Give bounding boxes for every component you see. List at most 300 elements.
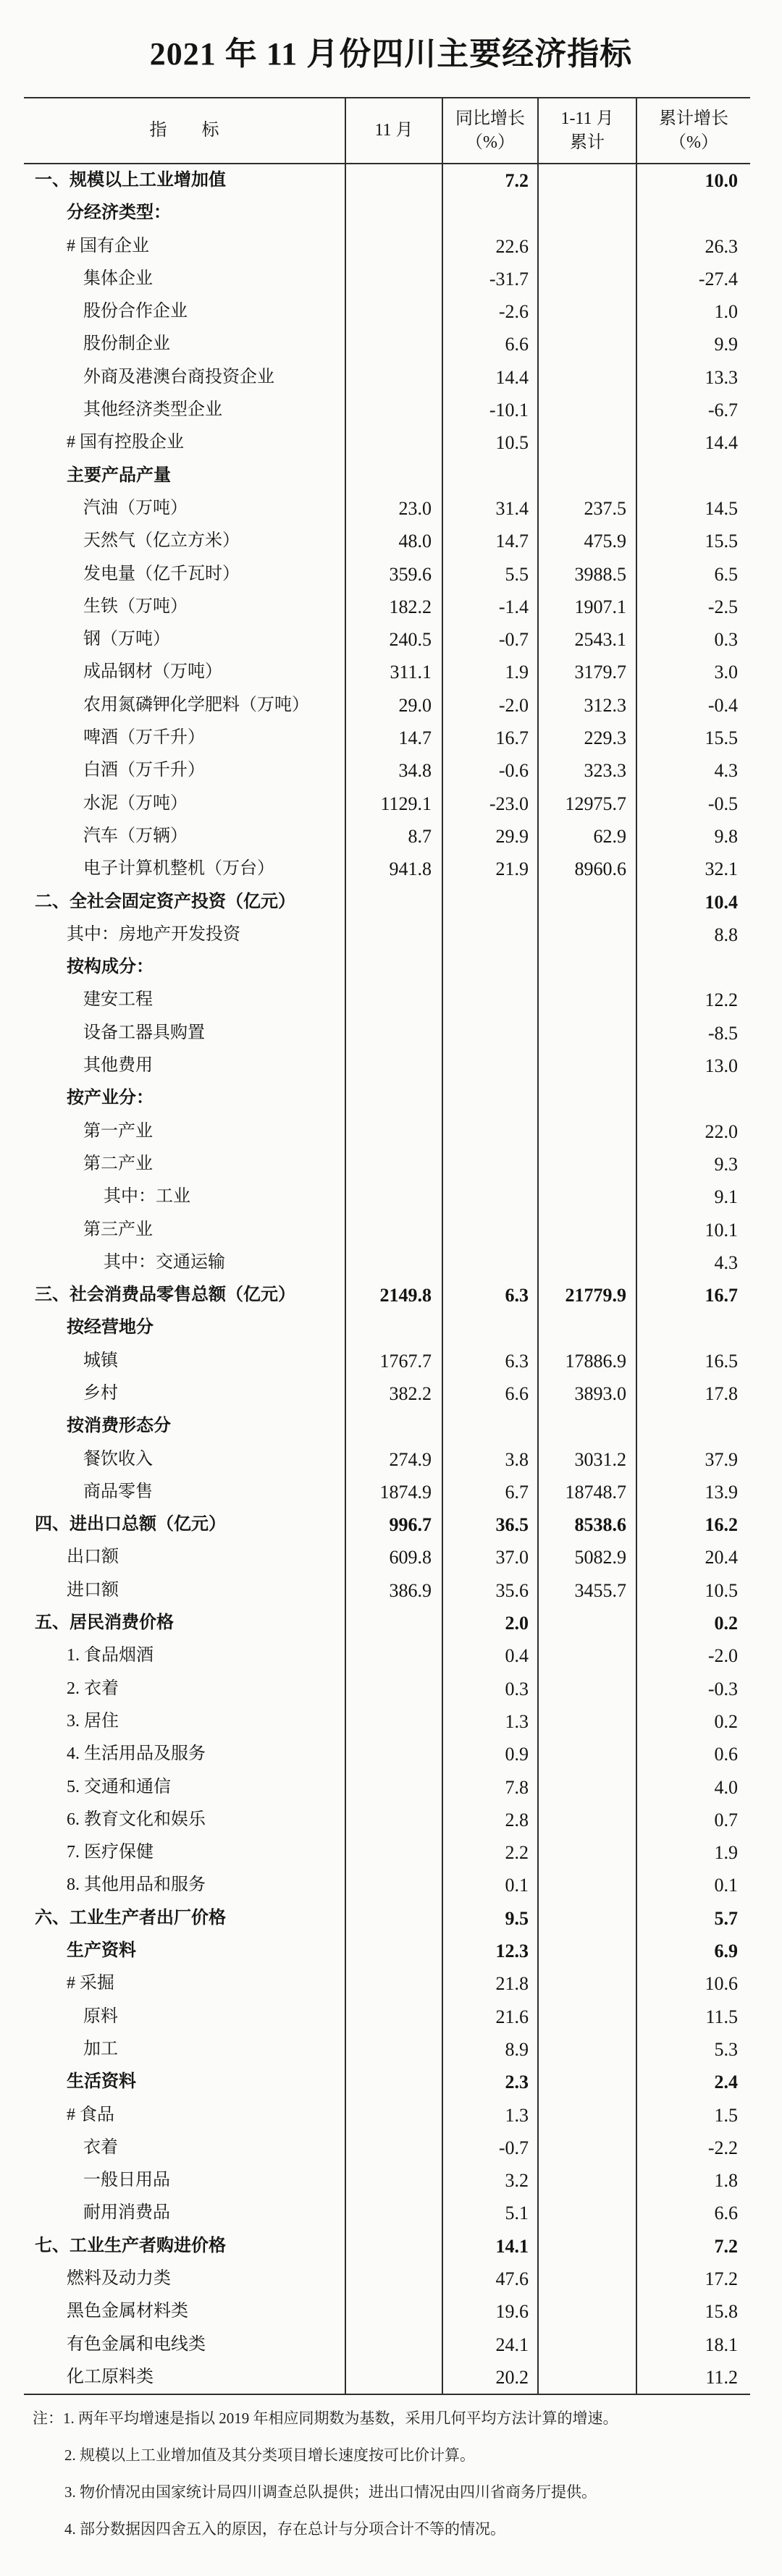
value-cell <box>345 2361 442 2394</box>
value-cell: 13.0 <box>636 1050 750 1082</box>
indicator-cell: 6. 教育文化和娱乐 <box>67 1809 206 1829</box>
indicator-cell: 生产资料 <box>67 1941 136 1961</box>
notes <box>33 2410 757 2558</box>
value-cell: 0.7 <box>636 1804 750 1836</box>
table-row <box>24 1476 750 1508</box>
value-cell <box>442 1181 537 1213</box>
value-cell: 1874.9 <box>345 1476 442 1508</box>
value-cell: 7.2 <box>636 2230 750 2263</box>
table-row <box>24 197 750 229</box>
value-cell <box>537 1181 636 1213</box>
table-row <box>24 1115 750 1148</box>
value-cell <box>345 2263 442 2295</box>
value-cell: 14.4 <box>636 426 750 459</box>
indicator-cell: 耐用消费品 <box>83 2203 170 2223</box>
table-row <box>24 1902 750 1935</box>
value-cell: 12975.7 <box>537 787 636 820</box>
value-cell <box>537 951 636 984</box>
value-cell <box>537 1967 636 2000</box>
value-cell: 6.5 <box>636 558 750 591</box>
value-cell: 21779.9 <box>537 1279 636 1312</box>
table-row <box>24 1246 750 1279</box>
indicator-cell: 乡村 <box>83 1383 118 1403</box>
value-cell <box>345 1214 442 1246</box>
table-row <box>24 1804 750 1836</box>
value-cell <box>345 1804 442 1836</box>
table-row <box>24 230 750 263</box>
indicator-cell: 电子计算机整机（万台） <box>83 859 274 879</box>
value-cell: 12.2 <box>636 984 750 1016</box>
value-cell <box>345 1869 442 1901</box>
indicator-cell: 水泥（万吨） <box>83 793 188 813</box>
value-cell <box>537 197 636 229</box>
value-cell <box>345 2001 442 2033</box>
value-cell <box>345 2033 442 2066</box>
table-row <box>24 2295 750 2328</box>
value-cell: 3.2 <box>442 2164 537 2197</box>
indicator-cell: 六、工业生产者出厂价格 <box>35 1908 226 1927</box>
indicator-cell: # 国有控股企业 <box>67 433 184 452</box>
yoy-growth-column-header: 同比增长 （%） <box>442 98 537 163</box>
table-row <box>24 1082 750 1115</box>
value-cell: 2.4 <box>636 2066 750 2098</box>
value-cell: 15.8 <box>636 2295 750 2328</box>
table-row <box>24 2197 750 2229</box>
indicator-cell: 设备工器具购置 <box>83 1023 205 1042</box>
value-cell: 9.8 <box>636 820 750 853</box>
indicator-cell: 餐饮收入 <box>83 1449 153 1469</box>
month-column-header <box>345 98 442 163</box>
value-cell: 9.9 <box>636 328 750 360</box>
value-cell: 4.3 <box>636 754 750 787</box>
value-cell: 8960.6 <box>537 853 636 885</box>
value-cell <box>537 230 636 263</box>
value-cell <box>345 1639 442 1672</box>
value-cell: 2.0 <box>442 1607 537 1639</box>
value-cell: 48.0 <box>345 525 442 557</box>
indicator-cell: 其他经济类型企业 <box>83 400 222 420</box>
value-cell: 2149.8 <box>345 1279 442 1312</box>
table-row <box>24 2099 750 2132</box>
value-cell <box>345 460 442 492</box>
value-cell: 1.3 <box>442 2099 537 2132</box>
indicator-cell: 衣着 <box>83 2137 118 2157</box>
value-cell: -2.2 <box>636 2132 750 2164</box>
value-cell: 1907.1 <box>537 591 636 623</box>
value-cell: 609.8 <box>345 1541 442 1574</box>
value-cell: 0.9 <box>442 1738 537 1770</box>
table-header <box>24 98 750 164</box>
value-cell: 240.5 <box>345 623 442 656</box>
value-cell <box>345 1705 442 1738</box>
table-row <box>24 1345 750 1377</box>
table-row <box>24 1639 750 1672</box>
value-cell <box>345 1082 442 1115</box>
value-cell <box>537 2328 636 2361</box>
value-cell: 475.9 <box>537 525 636 557</box>
value-cell <box>345 1410 442 1443</box>
indicator-cell: 第一产业 <box>83 1121 153 1141</box>
indicator-cell: 按消费形态分 <box>67 1416 171 1436</box>
value-cell: 3031.2 <box>537 1443 636 1476</box>
table-row <box>24 1738 750 1770</box>
value-cell: 14.4 <box>442 361 537 394</box>
table-row <box>24 1377 750 1410</box>
value-cell <box>345 2197 442 2229</box>
value-cell <box>537 295 636 328</box>
indicator-cell: 第二产业 <box>83 1154 153 1173</box>
table-row <box>24 1443 750 1476</box>
value-cell: 9.5 <box>442 1902 537 1935</box>
value-cell <box>537 426 636 459</box>
table-row <box>24 1312 750 1344</box>
value-cell <box>537 263 636 295</box>
value-cell <box>537 1738 636 1770</box>
value-cell <box>442 951 537 984</box>
indicator-cell: 按经营地分 <box>67 1318 154 1338</box>
value-cell: -0.5 <box>636 787 750 820</box>
value-cell <box>442 984 537 1016</box>
value-cell <box>636 1410 750 1443</box>
value-cell: 11.5 <box>636 2001 750 2033</box>
note-line: 2. 规模以上工业增加值及其分类项目增长速度按可比价计算。 <box>64 2446 475 2464</box>
value-cell: 0.4 <box>442 1639 537 1672</box>
value-cell: 20.2 <box>442 2361 537 2394</box>
table-row <box>24 1771 750 1804</box>
indicator-cell: 一、规模以上工业增加值 <box>35 171 226 190</box>
value-cell: 3.8 <box>442 1443 537 1476</box>
value-cell <box>537 1017 636 1050</box>
value-cell: 1.5 <box>636 2099 750 2132</box>
indicator-cell: 加工 <box>83 2039 118 2058</box>
value-cell: 18748.7 <box>537 1476 636 1508</box>
value-cell <box>345 2230 442 2263</box>
value-cell <box>537 1148 636 1181</box>
value-cell: 14.1 <box>442 2230 537 2263</box>
cumulative-growth-column-header: 累计增长 （%） <box>636 98 750 163</box>
value-cell: 13.3 <box>636 361 750 394</box>
value-cell <box>537 2033 636 2066</box>
table-row <box>24 1214 750 1246</box>
value-cell <box>442 919 537 951</box>
value-cell: 10.5 <box>442 426 537 459</box>
value-cell <box>537 2230 636 2263</box>
table-row <box>24 164 750 197</box>
indicator-cell: 七、工业生产者购进价格 <box>35 2236 226 2255</box>
table-row <box>24 2033 750 2066</box>
indicator-cell: 4. 生活用品及服务 <box>67 1744 206 1764</box>
value-cell: -8.5 <box>636 1017 750 1050</box>
value-cell <box>442 1214 537 1246</box>
value-cell <box>345 919 442 951</box>
indicator-cell: 其他费用 <box>83 1056 153 1076</box>
value-cell <box>537 394 636 426</box>
table-row <box>24 951 750 984</box>
value-cell: 6.6 <box>442 1377 537 1410</box>
value-cell <box>537 2066 636 2098</box>
economic-indicators-table <box>24 97 750 2395</box>
table-row <box>24 1967 750 2000</box>
value-cell: 37.0 <box>442 1541 537 1574</box>
value-cell <box>345 886 442 919</box>
value-cell: 237.5 <box>537 492 636 525</box>
value-cell: -0.6 <box>442 754 537 787</box>
value-cell: 16.7 <box>442 722 537 754</box>
value-cell <box>537 1771 636 1804</box>
indicator-cell: 农用氮磷钾化学肥料（万吨） <box>83 695 309 714</box>
value-cell: 311.1 <box>345 656 442 688</box>
value-cell <box>537 2361 636 2394</box>
indicator-cell: 按产业分： <box>67 1089 154 1108</box>
value-cell: 19.6 <box>442 2295 537 2328</box>
value-cell: 0.2 <box>636 1705 750 1738</box>
table-row <box>24 623 750 656</box>
value-cell: 229.3 <box>537 722 636 754</box>
value-cell <box>442 1082 537 1115</box>
indicator-cell: 化工原料类 <box>67 2367 154 2386</box>
indicator-cell: 1. 食品烟酒 <box>67 1646 154 1665</box>
value-cell <box>345 984 442 1016</box>
value-cell: 18.1 <box>636 2328 750 2361</box>
value-cell <box>636 951 750 984</box>
indicator-cell: 3. 居住 <box>67 1711 119 1731</box>
table-row <box>24 1050 750 1082</box>
value-cell <box>442 1246 537 1279</box>
value-cell: 312.3 <box>537 689 636 722</box>
notes-prefix: 注： <box>33 2410 63 2427</box>
indicator-cell: 外商及港澳台商投资企业 <box>83 367 274 387</box>
value-cell: 2543.1 <box>537 623 636 656</box>
table-row <box>24 328 750 360</box>
value-cell: 1.3 <box>442 1705 537 1738</box>
value-cell: 6.6 <box>442 328 537 360</box>
table-row <box>24 1935 750 1967</box>
table-row <box>24 460 750 492</box>
value-cell <box>537 2295 636 2328</box>
value-cell: 17.2 <box>636 2263 750 2295</box>
value-cell: 21.6 <box>442 2001 537 2033</box>
value-cell: 0.3 <box>636 623 750 656</box>
indicator-cell: 8. 其他用品和服务 <box>67 1875 206 1895</box>
value-cell: 359.6 <box>345 558 442 591</box>
value-cell: 37.9 <box>636 1443 750 1476</box>
value-cell <box>442 1115 537 1148</box>
table-row <box>24 361 750 394</box>
table-row <box>24 558 750 591</box>
indicator-header-label: 指 标 <box>149 121 219 140</box>
table-row <box>24 1836 750 1869</box>
value-cell <box>345 2132 442 2164</box>
value-cell: -0.7 <box>442 623 537 656</box>
value-cell <box>537 2197 636 2229</box>
table-row <box>24 525 750 557</box>
value-cell <box>345 1312 442 1344</box>
indicator-cell: 钢（万吨） <box>83 630 170 649</box>
indicator-cell: 第三产业 <box>83 1220 153 1239</box>
value-cell: 323.3 <box>537 754 636 787</box>
value-cell <box>345 1115 442 1148</box>
value-cell: -0.7 <box>442 2132 537 2164</box>
indicator-cell: 天然气（亿立方米） <box>83 531 240 551</box>
value-cell: 10.0 <box>636 164 750 197</box>
value-cell <box>345 2328 442 2361</box>
value-cell: 17886.9 <box>537 1345 636 1377</box>
value-cell <box>442 1148 537 1181</box>
value-cell: 8.9 <box>442 2033 537 2066</box>
table-row <box>24 1279 750 1312</box>
indicator-cell: 5. 交通和通信 <box>67 1777 171 1796</box>
value-cell: -2.0 <box>442 689 537 722</box>
value-cell: 4.0 <box>636 1771 750 1804</box>
value-cell <box>537 1115 636 1148</box>
table-row <box>24 2263 750 2295</box>
value-cell: -0.4 <box>636 689 750 722</box>
indicator-cell: 成品钢材（万吨） <box>83 662 222 682</box>
page-title: 2021 年 11 月份四川主要经济指标 <box>149 36 633 72</box>
value-cell: 8.8 <box>636 919 750 951</box>
table-row <box>24 754 750 787</box>
value-cell <box>345 1967 442 2000</box>
value-cell <box>345 1935 442 1967</box>
value-cell: 0.6 <box>636 1738 750 1770</box>
value-cell: -10.1 <box>442 394 537 426</box>
value-cell <box>345 361 442 394</box>
value-cell: 14.7 <box>442 525 537 557</box>
table-row <box>24 1410 750 1443</box>
value-cell <box>345 1607 442 1639</box>
value-cell <box>537 984 636 1016</box>
table-row <box>24 295 750 328</box>
value-cell: 22.0 <box>636 1115 750 1148</box>
table-row <box>24 820 750 853</box>
table-row <box>24 2001 750 2033</box>
value-cell <box>537 1836 636 1869</box>
indicator-cell: 汽车（万辆） <box>83 826 188 845</box>
indicator-cell: # 国有企业 <box>67 236 149 256</box>
value-cell <box>537 1902 636 1935</box>
value-cell <box>537 1214 636 1246</box>
value-cell: 5.3 <box>636 2033 750 2066</box>
value-cell: 16.2 <box>636 1508 750 1541</box>
value-cell: 4.3 <box>636 1246 750 1279</box>
value-cell <box>537 164 636 197</box>
value-cell: 382.2 <box>345 1377 442 1410</box>
value-cell <box>537 2099 636 2132</box>
indicator-cell: # 采掘 <box>67 1974 114 1993</box>
table-row <box>24 426 750 459</box>
value-cell <box>442 197 537 229</box>
value-cell <box>537 460 636 492</box>
value-cell <box>345 1246 442 1279</box>
value-cell: 1.8 <box>636 2164 750 2197</box>
table-row <box>24 1673 750 1705</box>
table-row <box>24 656 750 688</box>
table-row <box>24 1508 750 1541</box>
table-row <box>24 492 750 525</box>
value-cell: -23.0 <box>442 787 537 820</box>
value-cell <box>345 1181 442 1213</box>
value-cell: 29.0 <box>345 689 442 722</box>
value-cell <box>636 1082 750 1115</box>
value-cell <box>537 1312 636 1344</box>
value-cell: 274.9 <box>345 1443 442 1476</box>
value-cell: 29.9 <box>442 820 537 853</box>
table-row <box>24 2164 750 2197</box>
table-row <box>24 2066 750 2098</box>
table-row <box>24 886 750 919</box>
indicator-cell: 集体企业 <box>83 269 153 288</box>
value-cell: 7.8 <box>442 1771 537 1804</box>
table-row <box>24 1705 750 1738</box>
indicator-cell: 建安工程 <box>83 990 153 1010</box>
value-cell <box>345 1902 442 1935</box>
indicator-cell: 主要产品产量 <box>67 465 171 485</box>
value-cell <box>636 197 750 229</box>
value-cell: -2.0 <box>636 1639 750 1672</box>
value-cell <box>345 1771 442 1804</box>
table-row <box>24 853 750 885</box>
value-cell <box>345 1673 442 1705</box>
table-row <box>24 984 750 1016</box>
value-cell <box>442 460 537 492</box>
value-cell: 36.5 <box>442 1508 537 1541</box>
value-cell <box>345 1738 442 1770</box>
indicator-cell: 7. 医疗保健 <box>67 1843 154 1862</box>
value-cell <box>442 1017 537 1050</box>
value-cell <box>345 164 442 197</box>
value-cell: 3893.0 <box>537 1377 636 1410</box>
value-cell <box>345 2164 442 2197</box>
value-cell <box>537 1673 636 1705</box>
indicator-cell: 燃料及动力类 <box>67 2269 171 2288</box>
indicator-cell: 股份制企业 <box>83 334 170 354</box>
value-cell <box>537 886 636 919</box>
value-cell: -2.6 <box>442 295 537 328</box>
value-cell: 941.8 <box>345 853 442 885</box>
indicator-cell: 2. 衣着 <box>67 1678 119 1698</box>
table-row <box>24 394 750 426</box>
value-cell <box>537 2132 636 2164</box>
value-cell: 47.6 <box>442 2263 537 2295</box>
value-cell <box>345 951 442 984</box>
table-row <box>24 722 750 754</box>
value-cell: 22.6 <box>442 230 537 263</box>
value-cell: 23.0 <box>345 492 442 525</box>
value-cell: 15.5 <box>636 722 750 754</box>
value-cell <box>537 361 636 394</box>
value-cell: 6.3 <box>442 1279 537 1312</box>
value-cell <box>345 197 442 229</box>
note-line: 注：1. 两年平均增速是指以 2019 年相应同期数为基数，采用几何平均方法计算的增速。 <box>33 2410 618 2427</box>
value-cell: 24.1 <box>442 2328 537 2361</box>
value-cell: 1.9 <box>636 1836 750 1869</box>
value-cell: 15.5 <box>636 525 750 557</box>
month-header-label: 11 月 <box>374 121 413 140</box>
table-body <box>24 164 750 2394</box>
table-row <box>24 1017 750 1050</box>
table-row <box>24 1541 750 1574</box>
value-cell: 1.9 <box>442 656 537 688</box>
table-row <box>24 1574 750 1607</box>
value-cell: 31.4 <box>442 492 537 525</box>
value-cell: 13.9 <box>636 1476 750 1508</box>
value-cell: 3.0 <box>636 656 750 688</box>
indicator-cell: 城镇 <box>83 1351 118 1370</box>
note-line: 4. 部分数据因四舍五入的原因，存在总计与分项合计不等的情况。 <box>64 2520 505 2538</box>
value-cell: 32.1 <box>636 853 750 885</box>
value-cell: 1767.7 <box>345 1345 442 1377</box>
value-cell <box>442 1312 537 1344</box>
